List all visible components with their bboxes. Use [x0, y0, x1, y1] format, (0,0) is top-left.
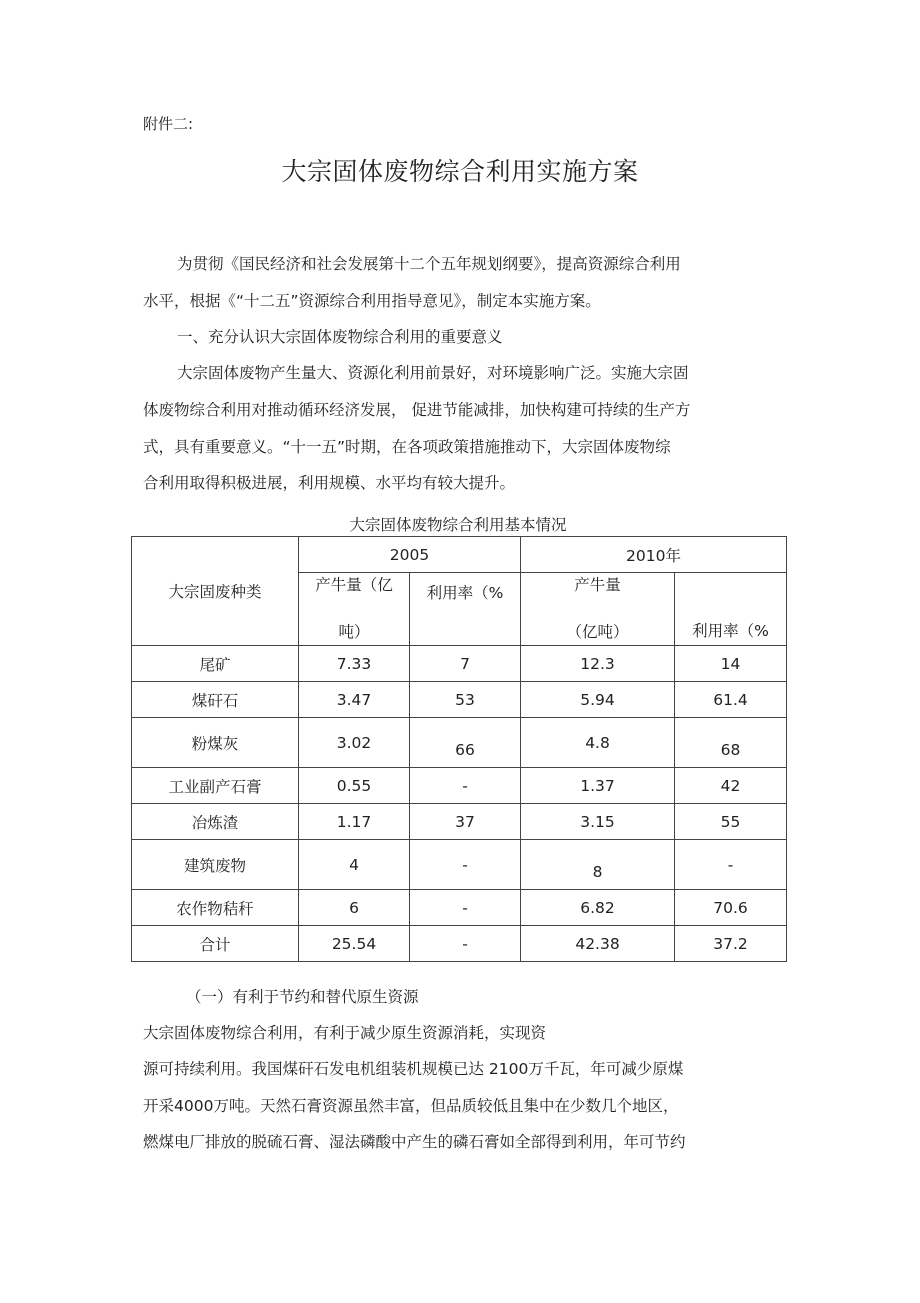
cell-rate-2010: 42: [675, 768, 787, 804]
cell-type: 煤矸石: [132, 682, 299, 718]
cell-rate-2010: 61.4: [675, 682, 787, 718]
cell-rate-2010: -: [675, 840, 787, 890]
table-row: [132, 682, 787, 718]
subsection-1-line-3: 开采4000万吨。天然石膏资源虽然丰富，但品质较低且集中在少数几个地区，: [143, 1097, 679, 1115]
cell-rate-2005: 7: [410, 646, 521, 682]
cell-rate-2005: 53: [410, 682, 521, 718]
header-rate-2005: 利用率（%: [410, 573, 521, 646]
table-row-total: [132, 926, 787, 962]
header-year-2010: 2010年: [521, 537, 787, 573]
attachment-label: 附件二:: [143, 115, 194, 133]
intro-line-2: 水平，根据《“十二五”资源综合利用指导意见》，制定本实施方案。: [143, 292, 601, 310]
cell-type: 工业副产石膏: [132, 768, 299, 804]
cell-output-2010: 4.8: [521, 718, 675, 768]
section-1-line-4: 合利用取得积极进展，利用规模、水平均有较大提升。: [143, 474, 516, 492]
cell-rate-2010: 14: [675, 646, 787, 682]
cell-rate-2005: -: [410, 768, 521, 804]
section-1-line-1: 大宗固体废物产生量大、资源化利用前景好，对环境影响广泛。实施大宗固: [177, 364, 689, 382]
subsection-1-heading: （一）有利于节约和替代原生资源: [186, 988, 419, 1006]
section-1-line-3: 式，具有重要意义。“十一五”时期，在各项政策措施推动下，大宗固体废物综: [143, 438, 671, 456]
table-row: [132, 718, 787, 768]
table-row: [132, 646, 787, 682]
cell-output-2005: 0.55: [299, 768, 410, 804]
cell-rate-2005: -: [410, 890, 521, 926]
cell-rate-2010: 37.2: [675, 926, 787, 962]
cell-output-2005: 6: [299, 890, 410, 926]
cell-output-2005: 4: [299, 840, 410, 890]
intro-line-1: 为贯彻《国民经济和社会发展第十二个五年规划纲要》，提高资源综合利用: [177, 255, 681, 273]
subsection-1-line-2: 源可持续利用。我国煤矸石发电机组装机规模已达 2100万千瓦，年可减少原煤: [143, 1060, 684, 1078]
cell-output-2005: 7.33: [299, 646, 410, 682]
cell-output-2010: 3.15: [521, 804, 675, 840]
cell-type: 粉煤灰: [132, 718, 299, 768]
cell-output-2010: 1.37: [521, 768, 675, 804]
table-header-row-years: [132, 537, 787, 573]
cell-rate-2005: 66: [410, 718, 521, 768]
section-1-heading: 一、充分认识大宗固体废物综合利用的重要意义: [177, 328, 503, 346]
cell-type: 建筑废物: [132, 840, 299, 890]
cell-rate-2005: -: [410, 840, 521, 890]
header-year-2005: 2005: [299, 537, 521, 573]
header-output-2005-line2: 吨）: [338, 622, 370, 641]
table-caption: 大宗固体废物综合利用基本情况: [349, 516, 567, 534]
table-row: [132, 768, 787, 804]
cell-output-2005: 3.47: [299, 682, 410, 718]
subsection-1-line-4: 燃煤电厂排放的脱硫石膏、湿法磷酸中产生的磷石膏如全部得到利用，年可节约: [143, 1133, 686, 1151]
cell-output-2010: 5.94: [521, 682, 675, 718]
cell-rate-2010: 70.6: [675, 890, 787, 926]
header-rate-2010: 利用率（%: [675, 573, 787, 646]
document-title: 大宗固体废物综合利用实施方案: [281, 157, 639, 186]
header-output-2005-line1: 产牛量（亿: [315, 576, 393, 594]
cell-type: 农作物秸秆: [132, 890, 299, 926]
table-row: [132, 804, 787, 840]
cell-rate-2010: 55: [675, 804, 787, 840]
cell-output-2010: 42.38: [521, 926, 675, 962]
cell-output-2010: 8: [521, 840, 675, 890]
cell-rate-2010: 68: [675, 718, 787, 768]
cell-type: 合计: [132, 926, 299, 962]
header-output-2010-line2: （亿吨）: [566, 622, 629, 641]
header-output-2010: [521, 573, 675, 646]
section-1-line-2: 体废物综合利用对推动循环经济发展， 促进节能减排，加快构建可持续的生产方: [143, 401, 691, 419]
utilization-table: [131, 536, 787, 962]
cell-type: 尾矿: [132, 646, 299, 682]
cell-rate-2005: 37: [410, 804, 521, 840]
cell-output-2010: 6.82: [521, 890, 675, 926]
subsection-1-line-1: 大宗固体废物综合利用，有利于减少原生资源消耗，实现资: [143, 1024, 547, 1042]
header-waste-type: 大宗固废种类: [132, 537, 299, 646]
table-row: [132, 840, 787, 890]
header-output-2005: [299, 573, 410, 646]
cell-rate-2005: -: [410, 926, 521, 962]
cell-type: 冶炼渣: [132, 804, 299, 840]
cell-output-2010: 12.3: [521, 646, 675, 682]
cell-output-2005: 25.54: [299, 926, 410, 962]
cell-output-2005: 3.02: [299, 718, 410, 768]
table-row: [132, 890, 787, 926]
header-output-2010-line1: 产牛量: [574, 576, 621, 594]
cell-output-2005: 1.17: [299, 804, 410, 840]
